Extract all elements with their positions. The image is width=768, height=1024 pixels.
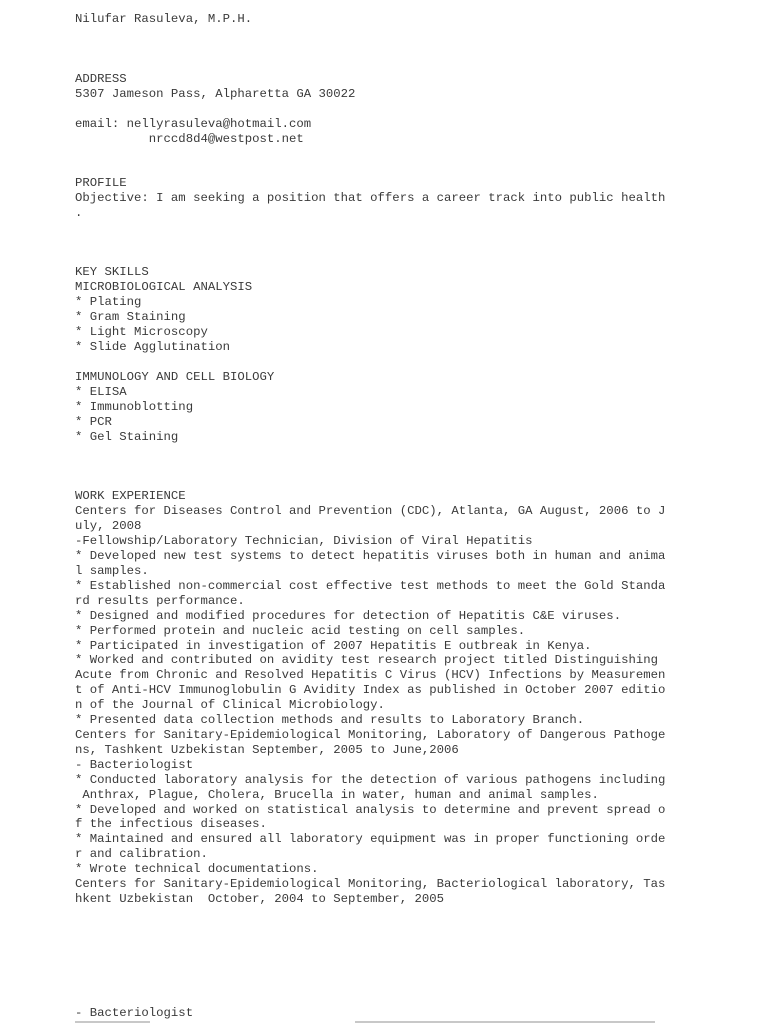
work-line: n of the Journal of Clinical Microbiology. (75, 698, 385, 712)
work-line: * Maintained and ensured all laboratory equipment was in proper functioning orde (75, 832, 666, 846)
work-line: Centers for Diseases Control and Prevention (CDC), Atlanta, GA August, 2006 to J (75, 504, 666, 518)
work-line: Acute from Chronic and Resolved Hepatitis C Virus (HCV) Infections by Measuremen (75, 668, 666, 682)
work-line: * Worked and contributed on avidity test research project titled Distinguishing (75, 653, 658, 667)
skill-item: * Gel Staining (75, 430, 179, 444)
address-line: 5307 Jameson Pass, Alpharetta GA 30022 (75, 87, 356, 101)
work-line: * Participated in investigation of 2007 Hepatitis E outbreak in Kenya. (75, 639, 592, 653)
skill-item: * Gram Staining (75, 310, 186, 324)
skill-item: * Plating (75, 295, 142, 309)
work-line: Centers for Sanitary-Epidemiological Monitoring, Laboratory of Dangerous Pathoge (75, 728, 666, 742)
work-line: * Presented data collection methods and results to Laboratory Branch. (75, 713, 585, 727)
work-line: rd results performance. (75, 594, 245, 608)
immunology-heading: IMMUNOLOGY AND CELL BIOLOGY (75, 370, 275, 384)
work-experience-heading: WORK EXPERIENCE (75, 489, 186, 503)
cut-off-text-fragment (355, 1021, 655, 1023)
trailing-role: - Bacteriologist (75, 1006, 194, 1020)
email-line-primary: email: nellyrasuleva@hotmail.com (75, 117, 312, 131)
work-line: * Established non-commercial cost effective test methods to meet the Gold Standa (75, 579, 666, 593)
work-line: r and calibration. (75, 847, 208, 861)
work-line: Anthrax, Plague, Cholera, Brucella in water, human and animal samples. (75, 788, 599, 802)
work-line: * Designed and modified procedures for detection of Hepatitis C&E viruses. (75, 609, 622, 623)
email-line-secondary: nrccd8d4@westpost.net (75, 132, 304, 146)
key-skills-heading: KEY SKILLS (75, 265, 149, 279)
work-line: Centers for Sanitary-Epidemiological Monitoring, Bacteriological laboratory, Tas (75, 877, 666, 891)
cut-off-text-fragment (75, 1021, 150, 1023)
work-line: l samples. (75, 564, 149, 578)
work-line: * Developed and worked on statistical analysis to determine and prevent spread o (75, 803, 666, 817)
skill-item: * PCR (75, 415, 112, 429)
microbiological-analysis-heading: MICROBIOLOGICAL ANALYSIS (75, 280, 253, 294)
address-heading: ADDRESS (75, 72, 127, 86)
work-line: * Performed protein and nucleic acid testing on cell samples. (75, 624, 526, 638)
work-line: * Developed new test systems to detect hepatitis viruses both in human and anima (75, 549, 666, 563)
skill-item: * Slide Agglutination (75, 340, 230, 354)
work-line: hkent Uzbekistan October, 2004 to September, 2005 (75, 892, 444, 906)
skill-item: * Immunoblotting (75, 400, 194, 414)
skill-item: * Light Microscopy (75, 325, 208, 339)
skill-item: * ELISA (75, 385, 127, 399)
work-line: - Bacteriologist (75, 758, 194, 772)
work-line: * Wrote technical documentations. (75, 862, 319, 876)
work-line: -Fellowship/Laboratory Technician, Division of Viral Hepatitis (75, 534, 533, 548)
work-line: f the infectious diseases. (75, 817, 267, 831)
work-line: * Conducted laboratory analysis for the detection of various pathogens including (75, 773, 666, 787)
profile-heading: PROFILE (75, 176, 127, 190)
profile-objective-continuation: . (75, 206, 83, 220)
work-line: t of Anti-HCV Immunoglobulin G Avidity Index as published in October 2007 editio (75, 683, 666, 697)
work-line: uly, 2008 (75, 519, 142, 533)
applicant-name: Nilufar Rasuleva, M.P.H. (75, 12, 253, 26)
profile-objective: Objective: I am seeking a position that offers a career track into public health (75, 191, 666, 205)
work-line: ns, Tashkent Uzbekistan September, 2005 to June,2006 (75, 743, 459, 757)
